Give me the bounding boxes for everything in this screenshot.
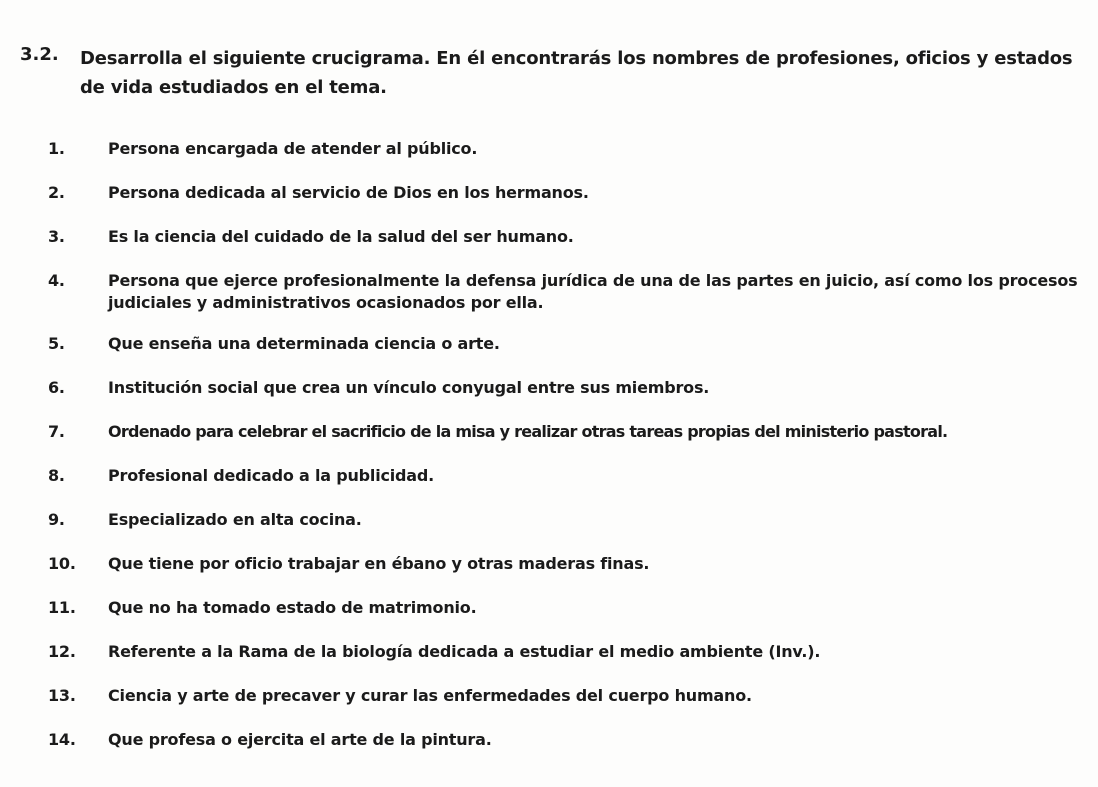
clue-text: Persona dedicada al servicio de Dios en los hermanos.: [108, 183, 589, 202]
clue-item-3: [48, 226, 1088, 248]
clue-text: Persona encargada de atender al público.: [108, 139, 478, 158]
clue-item-14: [48, 729, 1088, 751]
clue-item-12: [48, 641, 1088, 663]
clue-text: Profesional dedicado a la publicidad.: [108, 466, 435, 485]
clue-text: Referente a la Rama de la biología dedicada a estudiar el medio ambiente (Inv.).: [108, 642, 821, 661]
clue-text: Es la ciencia del cuidado de la salud del ser humano.: [108, 227, 574, 246]
clue-number: 6.: [48, 378, 65, 397]
clue-number: 7.: [48, 422, 65, 441]
clue-item-2: [48, 182, 1088, 204]
clue-text: Que no ha tomado estado de matrimonio.: [108, 598, 477, 617]
clue-number: 10.: [48, 554, 76, 573]
clue-number: 11.: [48, 598, 76, 617]
clue-number: 1.: [48, 139, 65, 158]
exercise-instruction: Desarrolla el siguiente crucigrama. En él encontrarás los nombres de profesiones, oficios y estados de vida estudiados en el tema.: [80, 48, 1073, 98]
clue-item-7: [48, 421, 1088, 443]
clue-number: 5.: [48, 334, 65, 353]
exercise-number: 3.2.: [20, 44, 59, 65]
clue-item-4: [48, 270, 1088, 314]
clue-text: Ciencia y arte de precaver y curar las enfermedades del cuerpo humano.: [108, 686, 752, 705]
clue-number: 8.: [48, 466, 65, 485]
clue-item-8: [48, 465, 1088, 487]
clue-text: Que tiene por oficio trabajar en ébano y otras maderas finas.: [108, 554, 650, 573]
clue-text: Que profesa o ejercita el arte de la pintura.: [108, 730, 492, 749]
clue-item-6: [48, 377, 1088, 399]
clue-number: 13.: [48, 686, 76, 705]
clue-text: Ordenado para celebrar el sacrificio de la misa y realizar otras tareas propias del ministerio pastoral.: [108, 422, 948, 441]
clue-number: 3.: [48, 227, 65, 246]
clue-item-9: [48, 509, 1088, 531]
clue-item-13: [48, 685, 1088, 707]
clue-item-10: [48, 553, 1088, 575]
clue-item-1: [48, 138, 1088, 160]
clue-number: 9.: [48, 510, 65, 529]
clue-item-11: [48, 597, 1088, 619]
clue-item-5: [48, 333, 1088, 355]
clue-text: Persona que ejerce profesionalmente la defensa jurídica de una de las partes en juicio, así como los procesos judiciales y administrativos ocasionados por ella.: [108, 271, 1078, 312]
clue-number: 12.: [48, 642, 76, 661]
clue-text: Que enseña una determinada ciencia o arte.: [108, 334, 500, 353]
clue-number: 14.: [48, 730, 76, 749]
crossword-clue-list: [48, 138, 1088, 773]
clue-text: Especializado en alta cocina.: [108, 510, 362, 529]
clue-text: Institución social que crea un vínculo conyugal entre sus miembros.: [108, 378, 710, 397]
clue-number: 4.: [48, 271, 65, 290]
clue-number: 2.: [48, 183, 65, 202]
